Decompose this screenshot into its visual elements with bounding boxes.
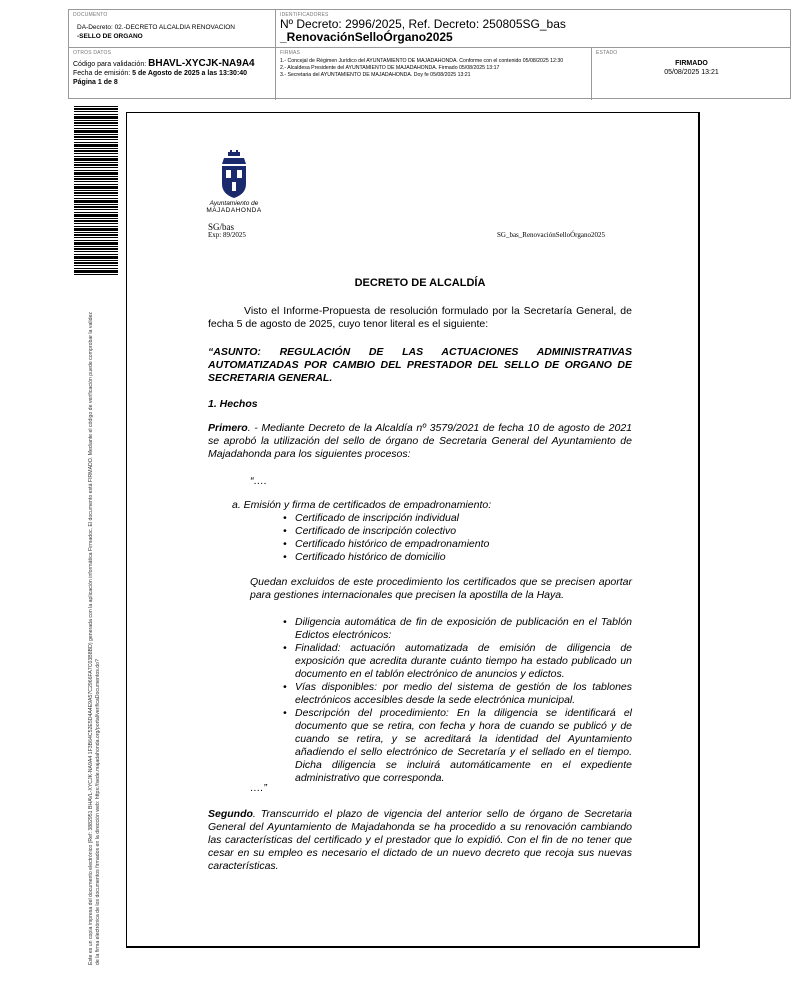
otros-label: OTROS DATOS xyxy=(73,50,112,56)
firma-1: 1.- Concejal de Régimen Jurídico del AYUNTAMIENTO DE MAJADAHONDA. Conforme con el contenido 05/08/2025 12:30 xyxy=(280,58,564,64)
identificadores-cell xyxy=(276,10,791,48)
estado-date: 05/08/2025 13:21 xyxy=(664,69,719,76)
list-item: • Descripción del procedimiento: En la diligencia se identificará el documento que se retira, con fecha y hora de cuando se publicó y de cuando se retira, y se acreditará la identidad del Ayuntamiento añadiendo el sello electrónico de Secretaría y el sellado en el tiempo. Dicha diligencia se incluirá automáticamente en el expediente administrativo que corresponda. xyxy=(295,707,632,785)
list-item: • Certificado de inscripción colectivo xyxy=(295,525,595,538)
page-title: DECRETO DE ALCALDÍA xyxy=(354,277,486,289)
decreto-ref: _RenovaciónSelloÓrgano2025 xyxy=(280,30,453,44)
certificados-list xyxy=(295,512,595,564)
hechos-heading: 1. Hechos xyxy=(208,398,258,410)
identificadores-label: IDENTIFICADORES xyxy=(280,12,329,18)
primero-paragraph xyxy=(208,422,632,461)
firma-2: 2.- Alcaldesa Presidente del AYUNTAMIENTO DE MAJADAHONDA. Firmado 05/08/2025 13:17 xyxy=(280,65,500,71)
firmas-cell xyxy=(276,48,592,100)
document-header xyxy=(68,9,791,99)
primero-text: . - Mediante Decreto de la Alcaldía nº 3579/2021 de fecha 10 de agosto de 2021 se aprobó la utilización del sello de órgano de Secretaria General del Ayuntamiento de Majadahonda para los siguientes procesos: xyxy=(208,422,632,460)
firma-3: 3.- Secretaria del AYUNTAMIENTO DE MAJADAHONDA. Doy fe 05/08/2025 13:21 xyxy=(280,72,471,78)
fecha-prefix: Fecha de emisión: xyxy=(73,70,131,77)
quote-close: ….” xyxy=(250,782,267,794)
list-item: • Certificado de inscripción individual xyxy=(295,512,595,525)
list-item: • Certificado histórico de domicilio xyxy=(295,551,595,564)
list-item: • Vías disponibles: por medio del sistema de gestión de los tablones electrónicos accesibles desde la sede electrónica municipal. xyxy=(295,681,632,707)
firmas-label: FIRMAS xyxy=(280,50,301,56)
estado-value: FIRMADO xyxy=(675,60,708,67)
logo-text xyxy=(204,200,264,214)
documento-label: DOCUMENTO xyxy=(73,12,108,18)
estado-label: ESTADO xyxy=(596,50,618,56)
logo-line1: Ayuntamiento de xyxy=(209,200,259,207)
validation-code: BHAVL-XYCJK-NA9A4 xyxy=(148,58,255,69)
otros-datos-cell xyxy=(69,48,276,100)
excluidos-paragraph: Quedan excluidos de este procedimiento los certificados que se precisen aportar para gestiones internacionales que precisen la apostilla de la Haya. xyxy=(250,576,632,601)
documento-cell xyxy=(69,10,276,48)
documento-line1: DA-Decreto: 02.-DECRETO ALCALDIA RENOVACION xyxy=(77,24,235,31)
emission-date: 5 de Agosto de 2025 a las 13:30:40 xyxy=(132,70,248,77)
barcode xyxy=(74,106,118,276)
file-reference: SG_bas_RenovaciónSelloÓrgano2025 xyxy=(497,231,605,239)
codigo-prefix: Código para validación: xyxy=(73,61,147,68)
list-item: • Finalidad: actuación automatizada de emisión de diligencia de exposición que acredita durante cuánto tiempo ha estado publicado un documento en el tablón electrónico de anuncios y edictos. xyxy=(295,642,632,681)
asunto-paragraph: “ASUNTO: REGULACIÓN DE LAS ACTUACIONES ADMINISTRATIVAS AUTOMATIZADAS POR CAMBIO DEL PRESTADOR DEL SELLO DE ORGANO DE SECRETARIA GENERAL. xyxy=(208,346,632,384)
page-count: Página 1 de 8 xyxy=(73,79,118,86)
segundo-label: Segundo xyxy=(208,808,253,820)
segundo-text: . Transcurrido el plazo de vigencia del anterior sello de órgano de Secretaria General del Ayuntamiento de Majadahonda se ha procedido a su renovación cambiando las características del certificado y el prestador que lo expidió. Con el fin de no tener que cesar en su empleo es necesario el dictado de un nuevo decreto que recoja sus nuevas características. xyxy=(208,808,632,872)
quote-open: “…. xyxy=(250,475,267,487)
logo-line2: MAJADAHONDA xyxy=(206,207,262,214)
item-a: a. Emisión y firma de certificados de empadronamiento: xyxy=(232,499,492,511)
expediente: Exp: 89/2025 xyxy=(208,231,246,239)
sg-reference: SG/bas xyxy=(208,222,235,232)
diligencia-list xyxy=(295,616,632,785)
intro-paragraph: Visto el Informe-Propuesta de resolución formulado por la Secretaría General, de fecha 5 de agosto de 2025, cuyo tenor literal es el siguiente: xyxy=(208,305,632,330)
verification-sidebar-text: Este es un copia impresa del documento electrónico (Ref: 3882951 BHAVL-XYCJK-NA9A4 1F3B64C52E5D4A4E9A57C2966FA7C03B8BD) generada con la aplicación informática Firmadoc. El documento está FIRMADO. Mediante el código de verificación puede comprobar la validez de la firma electrónica de los documentos firmados en la dirección web: https://sede.majadahonda.org/portal/verificaDocumentos.do? xyxy=(88,311,101,965)
primero-label: Primero xyxy=(208,422,248,434)
segundo-paragraph xyxy=(208,808,632,873)
decreto-number: Nº Decreto: 2996/2025, Ref. Decreto: 250805SG_bas xyxy=(280,17,566,31)
list-item: • Diligencia automática de fin de exposición de publicación en el Tablón Edictos electrónicos: xyxy=(295,616,632,642)
list-item: • Certificado histórico de empadronamiento xyxy=(295,538,595,551)
estado-cell xyxy=(592,48,791,100)
documento-line2: -SELLO DE ORGANO xyxy=(77,33,143,40)
